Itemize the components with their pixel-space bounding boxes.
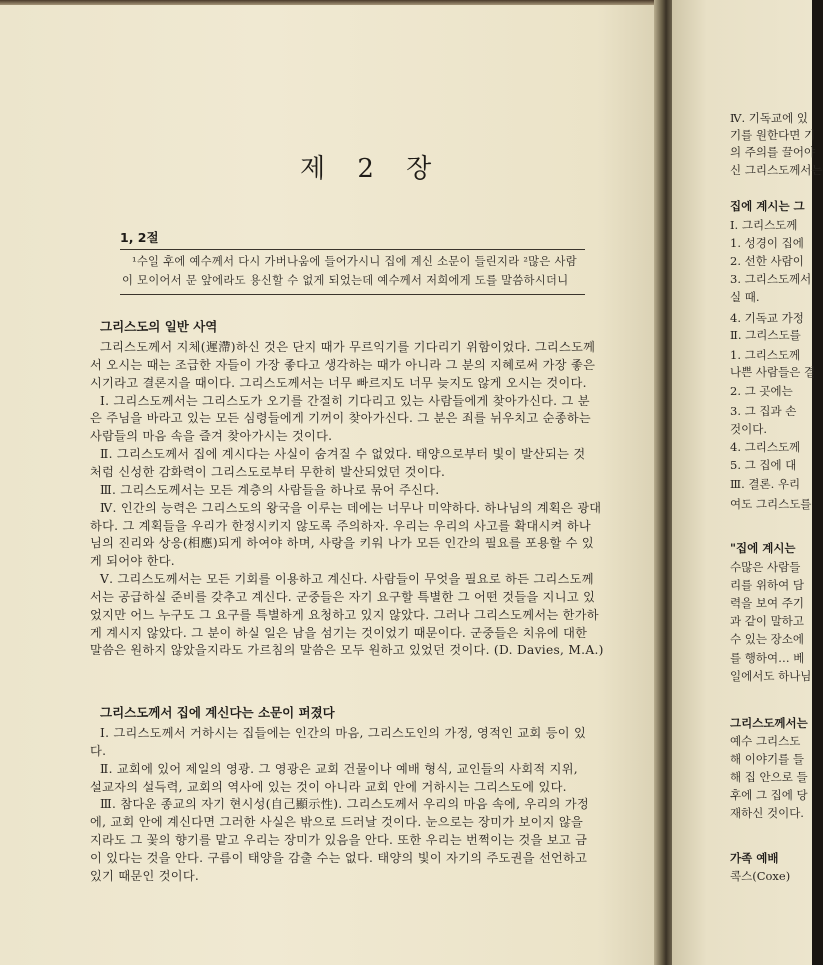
right-section-heading: 그리스도께서는 <box>730 716 808 730</box>
body-line: Ⅲ. 그리스도께서는 모든 계층의 사람들을 하나로 묶어 주신다. <box>100 482 440 497</box>
right-body-line: 후에 그 집에 당 <box>730 788 808 802</box>
right-body-line: 1. 성경이 집에 <box>730 236 804 250</box>
right-body-line: 나쁜 사람들은 결 <box>730 365 816 379</box>
right-body-line: 4. 기독교 가정 <box>730 311 804 325</box>
right-body-line: 예수 그리스도 <box>730 734 801 748</box>
body-line: 하다. 그 계획들을 우리가 한정시키지 않도록 주의하자. 우리는 우리의 사고를 확대시켜 하나 <box>90 518 591 533</box>
right-body-line: 여도 그리스도를 <box>730 497 812 511</box>
section-label: 1, 2절 <box>120 230 159 245</box>
body-line: 지라도 그 꽃의 향기를 맡고 우리는 장미가 있음을 안다. 또한 우리는 번쩍이는 것을 보고 금 <box>90 833 588 848</box>
right-section-heading: 집에 계시는 그 <box>730 199 805 213</box>
right-body-line: Ⅳ. 기독교에 있 <box>730 111 808 125</box>
right-body-line: 수 있는 장소에 <box>730 632 804 646</box>
right-body-line: 수많은 사람들 <box>730 560 801 574</box>
body-line: 서 오시는 때는 조급한 자들이 가장 좋다고 생각하는 때가 아니라 그 분의 지혜로써 가장 좋은 <box>90 357 596 372</box>
section-heading: 그리스도께서 집에 계신다는 소문이 퍼졌다 <box>100 705 335 720</box>
right-body-line: 것이다. <box>730 422 767 436</box>
right-body-line: Ⅲ. 결론. 우리 <box>730 477 801 491</box>
right-body-line: 를 행하여… 베 <box>730 651 805 665</box>
right-body-line: 3. 그 집과 손 <box>730 404 797 418</box>
body-line: 님의 진리와 상응(相應)되게 하여야 하며, 사랑을 키워 나가 모든 인간의 필요를 포용할 수 있 <box>90 536 595 551</box>
body-line: 이 있다는 것을 안다. 구름이 태양을 감출 수는 없다. 태양의 빛이 자기의 주도권을 선언하고 <box>90 850 588 865</box>
body-line: Ⅳ. 인간의 능력은 그리스도의 왕국을 이루는 데에는 너무나 미약하다. 하나님의 계획은 광대 <box>100 500 602 515</box>
body-line: Ⅰ. 그리스도께서 거하시는 집들에는 인간의 마음, 그리스도인의 가정, 영적인 교회 등이 있 <box>100 726 587 740</box>
body-line: 설교자의 설득력, 교회의 역사에 있는 것이 아니라 교회 안에 거하시는 그리스도에 있다. <box>90 779 567 794</box>
body-line: 게 되어야 한다. <box>90 554 175 569</box>
right-body-line: 력을 보여 주기 <box>730 596 804 610</box>
section-heading: 그리스도의 일반 사역 <box>100 319 218 334</box>
body-line: 그리스도께서 지체(遲滯)하신 것은 단지 때가 무르익기를 기다리기 위함이었다. 그리스도께 <box>100 340 596 354</box>
body-line: 처럼 신성한 감화력이 그리스도로부터 무한히 발산되었던 것이다. <box>90 464 446 479</box>
scripture-verse-box <box>120 249 585 295</box>
right-body-line: 의 주의를 끌어야 <box>730 145 816 159</box>
body-line: 은 주님을 바라고 있는 모든 심령들에게 기꺼이 찾아가신다. 그 분은 죄를 뉘우치고 순종하는 <box>90 411 591 426</box>
body-line: Ⅱ. 교회에 있어 제일의 영광. 그 영광은 교회 건물이나 예배 형식, 교인들의 사회적 지위, <box>100 761 578 776</box>
left-page <box>0 5 664 965</box>
body-line: 시기라고 결론지을 때이다. 그리스도께서는 너무 빠르지도 너무 늦지도 않게 오시는 것이다. <box>90 375 587 390</box>
right-section-heading: "집에 계시는 <box>730 541 796 555</box>
verse-line: 이 모이어서 문 앞에라도 용신할 수 없게 되었는데 예수께서 저희에게 도를 말씀하시더니 <box>122 274 569 287</box>
body-line: Ⅴ. 그리스도께서는 모든 기회를 이용하고 계신다. 사람들이 무엇을 필요로 하든 그리스도께 <box>100 572 594 587</box>
right-body-line: Ⅱ. 그리스도를 <box>730 328 801 342</box>
right-body-line: 1. 그리스도께 <box>730 348 801 362</box>
right-body-line: 일에서도 하나님 <box>730 669 812 683</box>
body-line: 다. <box>90 743 107 758</box>
body-line: 사람들의 마음 속을 즐겨 찾아가시는 것이다. <box>90 429 333 444</box>
right-body-line: 4. 그리스도께 <box>730 440 801 454</box>
right-body-line: 5. 그 집에 대 <box>730 458 797 472</box>
right-body-line: 2. 선한 사람이 <box>730 254 804 268</box>
verse-line: ¹수일 후에 예수께서 다시 가버나움에 들어가시니 집에 계신 소문이 들린지라 ²많은 사람 <box>132 255 577 268</box>
body-line: 게 계시지 않았다. 그 분이 하실 일은 남을 섬기는 것이었기 때문이다. 군중들은 치유에 대한 <box>90 625 588 640</box>
right-body-line: 실 때. <box>730 290 760 304</box>
right-body-line: 과 같이 말하고 <box>730 614 804 628</box>
right-body-line: 콕스(Coxe) <box>730 869 791 883</box>
body-line: Ⅱ. 그리스도께서 집에 계시다는 사실이 숨겨질 수 없었다. 태양으로부터 빛이 발산되는 것 <box>100 447 586 462</box>
body-line: 었지만 어느 누구도 그 요구를 특별하게 요청하고 있지 않았다. 그러나 그리스도께서는 한가하 <box>90 607 599 622</box>
right-body-line: Ⅰ. 그리스도께 <box>730 218 798 232</box>
body-line: Ⅰ. 그리스도께서는 그리스도가 오기를 간절히 기다리고 있는 사람들에게 찾아가신다. 그 분 <box>100 393 590 408</box>
body-line: 있기 때문인 것이다. <box>90 868 200 883</box>
body-line: 말씀은 원하지 않았을지라도 가르침의 말씀은 모두 원하고 있었던 것이다. (D. Davies, M.A.) <box>90 643 604 658</box>
body-line: 서는 공급하실 준비를 갖추고 계신다. 군중들은 자기 요구할 특별한 그 어떤 것들을 지니고 있 <box>90 589 596 604</box>
body-line: Ⅲ. 참다운 종교의 자기 현시성(自己顯示性). 그리스도께서 우리의 마음 속에, 우리의 가정 <box>100 797 589 812</box>
right-body-line: 리를 위하여 담 <box>730 578 804 592</box>
chapter-title: 제 2 장 <box>300 154 444 184</box>
right-body-line: 2. 그 곳에는 <box>730 384 793 398</box>
right-body-line: 신 그리스도께서는 <box>730 163 823 177</box>
body-line: 에, 교회 안에 계신다면 그러한 사실은 밖으로 드러날 것이다. 눈으로는 장미가 보이지 않을 <box>90 815 584 830</box>
right-body-line: 3. 그리스도께서 <box>730 272 812 286</box>
right-section-heading: 가족 예배 <box>730 851 779 865</box>
right-body-line: 기를 원한다면 기 <box>730 128 816 142</box>
right-body-line: 재하신 것이다. <box>730 806 804 820</box>
right-page <box>672 0 823 965</box>
right-body-line: 해 이야기를 들 <box>730 752 804 766</box>
right-body-line: 해 집 안으로 들 <box>730 770 808 784</box>
